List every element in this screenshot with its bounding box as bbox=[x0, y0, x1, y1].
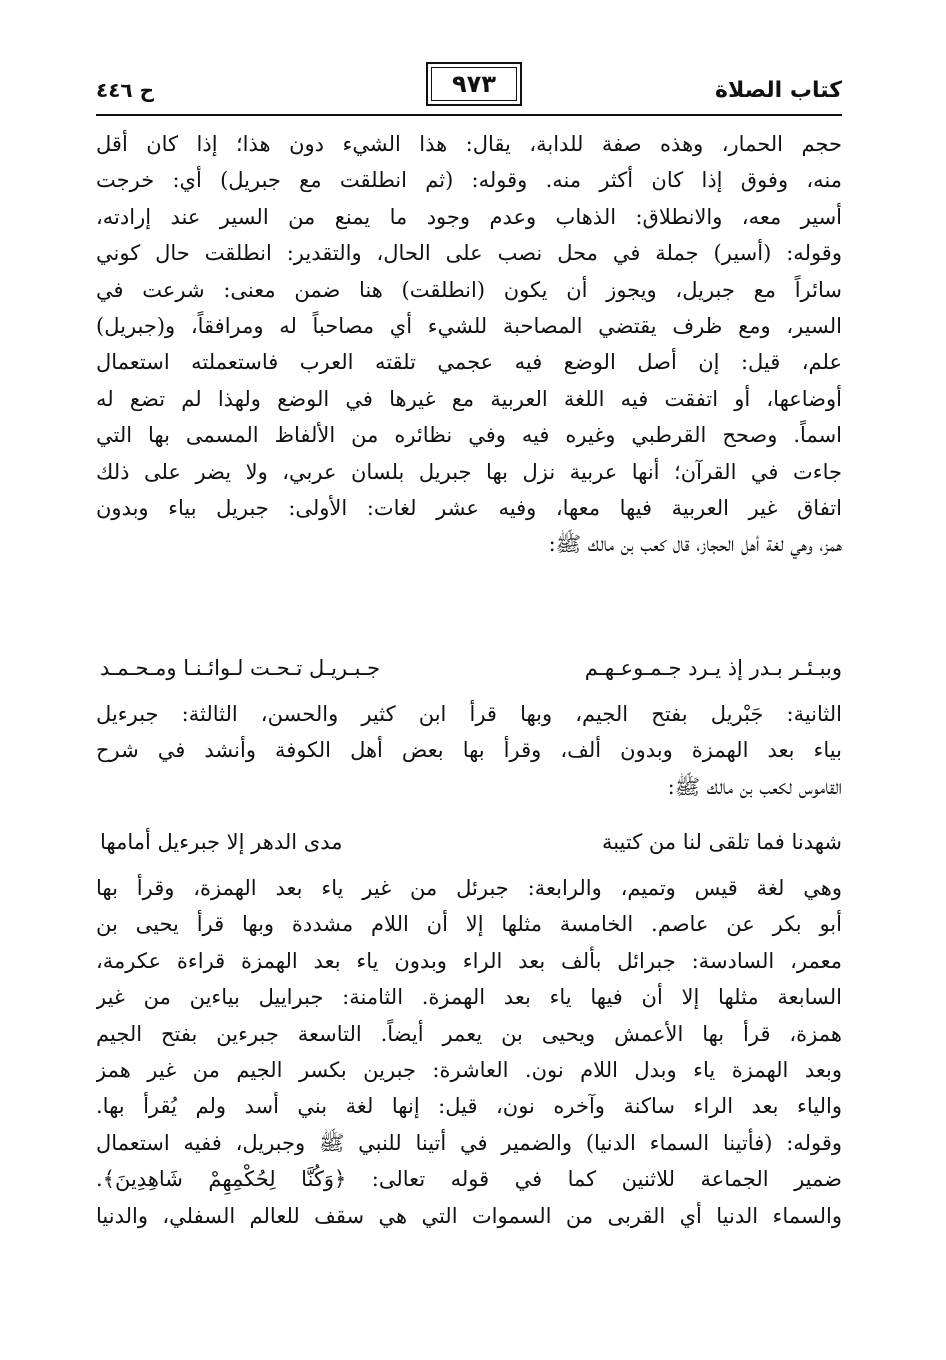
text-line: اسماً. وصحح القرطبي وغيره فيه وفي نظائره من الألفاظ المسمى بها التي bbox=[96, 423, 842, 448]
text-line: أبو بكر عن عاصم. الخامسة مثلها إلا أن اللام مشددة وبها قرأ يحيى بن bbox=[96, 912, 842, 937]
poem-verse-1 bbox=[100, 650, 842, 686]
poem-verse-2 bbox=[100, 824, 842, 860]
text-line: منه، وفوق إذا كان أكثر منه. وقوله: (ثم انطلقت مع جبريل) أي: خرجت bbox=[96, 168, 842, 193]
book-title: كتاب الصلاة bbox=[715, 78, 842, 103]
paragraph-2 bbox=[96, 696, 842, 805]
text-line: الثانية: جَبْريل بفتح الجيم، وبها قرأ ابن كثير والحسن، الثالثة: جبرءيل bbox=[96, 702, 842, 726]
text-line: علم، قيل: إن أصل الوضع فيه عجمي تلقته العرب فاستعملته استعمال bbox=[96, 350, 842, 375]
text-line: همزة، قرأ بها الأعمش ويحيى بن يعمر أيضاً. التاسعة جبرءين بفتح الجيم bbox=[96, 1021, 842, 1046]
text-line: أوضاعها، أو اتفقت فيه اللغة العربية مع غيرها في الوضع ولهذا لم تضع له bbox=[96, 386, 842, 411]
paragraph-1 bbox=[96, 126, 842, 563]
text-line: والياء بعد الراء ساكنة وآخره نون، قيل: إنها لغة بني أسد ولم يُقرأ بها. bbox=[96, 1094, 842, 1119]
text-line: بياء بعد الهمزة وبدون ألف، وقرأ بها بعض أهل الكوفة وأنشد في شرح bbox=[96, 738, 842, 763]
text-line: وبعد الهمزة ياء وبدل اللام نون. العاشرة: جبرين بكسر الجيم من غير همز bbox=[96, 1057, 842, 1082]
paragraph-3 bbox=[96, 870, 842, 1234]
verse-first-hemistich: شهدنا فما تلقى لنا من كتيبة bbox=[601, 830, 842, 854]
page-number: ٩٧٣ bbox=[452, 70, 496, 98]
text-line: اتفاق غير العربية فيها معها، وفيه عشر لغات: الأولى: جبريل بياء وبدون bbox=[96, 495, 842, 520]
hadith-reference: ح ٤٤٦ bbox=[96, 78, 155, 102]
verse-second-hemistich: جـبـريـل تـحـت لـوائـنـا ومـحـمـد bbox=[100, 656, 381, 680]
text-line: حجم الحمار، وهذه صفة للدابة، يقال: هذا الشيء دون هذا؛ إذا كان أقل bbox=[96, 132, 842, 156]
text-line: وهي لغة قيس وتميم، والرابعة: جبرئل من غير ياء بعد الهمزة، وقرأ بها bbox=[96, 876, 842, 900]
text-line: السابعة مثلها إلا أن فيها ياء بعد الهمزة. الثامنة: جبراييل بياءين من غير bbox=[96, 985, 842, 1010]
text-line: أسير معه، والانطلاق: الذهاب وعدم وجود ما يمنع من السير عند إرادته، bbox=[96, 204, 842, 229]
text-line: معمر، السادسة: جبرائل بألف بعد الراء وبدون ياء بعد الهمزة قراءة عكرمة، bbox=[96, 948, 842, 973]
text-line: والسماء الدنيا أي القربى من السموات التي هي سقف للعالم السفلي، والدنيا bbox=[96, 1203, 842, 1228]
text-line: القاموس لكعب بن مالك ﷺ: bbox=[667, 774, 842, 799]
text-line: ضمير الجماعة للاثنين كما في قوله تعالى: ﴿وَكُنَّا لِحُكْمِهِمْ شَاهِدِينَ﴾. bbox=[96, 1167, 842, 1192]
verse-second-hemistich: مدى الدهر إلا جبرءيل أمامها bbox=[100, 830, 343, 854]
page-number-frame bbox=[426, 62, 522, 106]
verse-first-hemistich: وببـئـر بـدر إذ يـرد جـمـوعـهـم bbox=[584, 656, 842, 680]
page-header bbox=[96, 62, 842, 112]
text-line: همز، وهي لغة أهل الحجاز، قال كعب بن مالك ﷺ: bbox=[548, 532, 842, 557]
text-line: السير، ومع ظرف يقتضي المصاحبة للشيء أي مصاحباً له ومرافقاً، و(جبريل) bbox=[96, 313, 842, 338]
text-line: وقوله: (أسير) جملة في محل نصب على الحال، والتقدير: انطلقت حال كوني bbox=[96, 241, 842, 266]
header-rule bbox=[96, 114, 842, 116]
text-line: جاءت في القرآن؛ أنها عربية نزل بها جبريل بلسان عربي، ولا يضر على ذلك bbox=[96, 459, 842, 484]
text-line: وقوله: (فأتينا السماء الدنيا) والضمير في أتينا للنبي ﷺ وجبريل، ففيه استعمال bbox=[96, 1130, 842, 1155]
text-line: سائراً مع جبريل، ويجوز أن يكون (انطلقت) هنا ضمن معنى: شرعت في bbox=[96, 277, 842, 302]
